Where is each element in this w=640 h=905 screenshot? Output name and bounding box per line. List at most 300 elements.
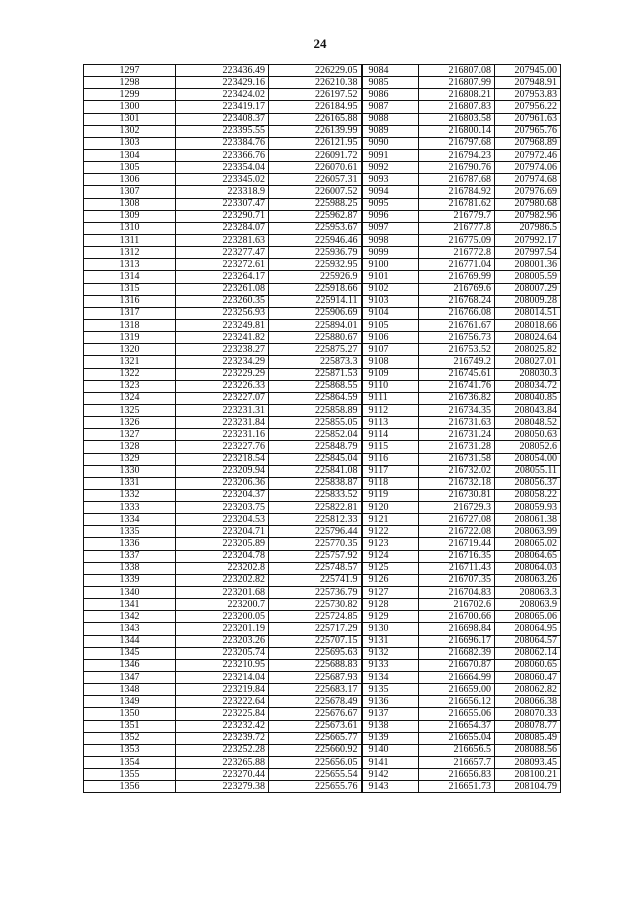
point-number-right: 9093 xyxy=(362,174,419,186)
x-coordinate-left: 223270.44 xyxy=(176,769,269,781)
coordinates-table xyxy=(83,64,561,793)
x-coordinate-left: 223424.02 xyxy=(176,89,269,101)
y-coordinate-left: 225688.83 xyxy=(269,659,362,671)
table-row xyxy=(84,587,561,599)
table-row xyxy=(84,89,561,101)
table-row xyxy=(84,247,561,259)
table-row xyxy=(84,137,561,149)
point-number-right: 9101 xyxy=(362,271,419,283)
y-coordinate-right: 208060.47 xyxy=(495,672,561,684)
point-number-left: 1347 xyxy=(84,672,176,684)
x-coordinate-right: 216784.92 xyxy=(419,186,495,198)
point-number-right: 9086 xyxy=(362,89,419,101)
point-number-left: 1297 xyxy=(84,65,176,77)
y-coordinate-left: 225687.93 xyxy=(269,672,362,684)
point-number-left: 1317 xyxy=(84,307,176,319)
point-number-left: 1352 xyxy=(84,732,176,744)
x-coordinate-right: 216772.8 xyxy=(419,247,495,259)
point-number-right: 9132 xyxy=(362,647,419,659)
y-coordinate-left: 225796.44 xyxy=(269,526,362,538)
table-row xyxy=(84,696,561,708)
table-row xyxy=(84,502,561,514)
x-coordinate-left: 223395.55 xyxy=(176,125,269,137)
y-coordinate-left: 225936.79 xyxy=(269,247,362,259)
y-coordinate-left: 225880.67 xyxy=(269,332,362,344)
x-coordinate-right: 216656.5 xyxy=(419,744,495,756)
table-row xyxy=(84,404,561,416)
table-row xyxy=(84,356,561,368)
y-coordinate-left: 225717.29 xyxy=(269,623,362,635)
x-coordinate-right: 216807.08 xyxy=(419,65,495,77)
y-coordinate-right: 208063.3 xyxy=(495,587,561,599)
x-coordinate-right: 216655.06 xyxy=(419,708,495,720)
y-coordinate-right: 208018.66 xyxy=(495,319,561,331)
y-coordinate-right: 208064.57 xyxy=(495,635,561,647)
x-coordinate-right: 216756.73 xyxy=(419,332,495,344)
point-number-right: 9115 xyxy=(362,441,419,453)
point-number-right: 9109 xyxy=(362,368,419,380)
point-number-left: 1341 xyxy=(84,599,176,611)
y-coordinate-left: 226121.95 xyxy=(269,137,362,149)
x-coordinate-left: 223279.38 xyxy=(176,781,269,793)
point-number-right: 9131 xyxy=(362,635,419,647)
point-number-right: 9141 xyxy=(362,757,419,769)
x-coordinate-right: 216741.76 xyxy=(419,380,495,392)
point-number-right: 9110 xyxy=(362,380,419,392)
y-coordinate-left: 226070.61 xyxy=(269,162,362,174)
y-coordinate-right: 207965.76 xyxy=(495,125,561,137)
table-row xyxy=(84,186,561,198)
point-number-right: 9134 xyxy=(362,672,419,684)
y-coordinate-right: 208065.06 xyxy=(495,611,561,623)
table-row xyxy=(84,283,561,295)
y-coordinate-left: 226007.52 xyxy=(269,186,362,198)
point-number-right: 9090 xyxy=(362,137,419,149)
y-coordinate-left: 226139.99 xyxy=(269,125,362,137)
y-coordinate-right: 208062.82 xyxy=(495,684,561,696)
table-row xyxy=(84,125,561,137)
y-coordinate-right: 207980.68 xyxy=(495,198,561,210)
x-coordinate-right: 216807.83 xyxy=(419,101,495,113)
x-coordinate-right: 216769.6 xyxy=(419,283,495,295)
y-coordinate-left: 225812.33 xyxy=(269,514,362,526)
y-coordinate-left: 225655.54 xyxy=(269,769,362,781)
y-coordinate-left: 225757.92 xyxy=(269,550,362,562)
table-row xyxy=(84,623,561,635)
point-number-left: 1353 xyxy=(84,744,176,756)
table-row xyxy=(84,720,561,732)
point-number-left: 1307 xyxy=(84,186,176,198)
x-coordinate-right: 216775.09 xyxy=(419,234,495,246)
y-coordinate-right: 208052.6 xyxy=(495,441,561,453)
x-coordinate-left: 223210.95 xyxy=(176,659,269,671)
point-number-left: 1316 xyxy=(84,295,176,307)
table-row xyxy=(84,574,561,586)
x-coordinate-right: 216698.84 xyxy=(419,623,495,635)
point-number-left: 1344 xyxy=(84,635,176,647)
x-coordinate-left: 223202.82 xyxy=(176,574,269,586)
x-coordinate-left: 223200.05 xyxy=(176,611,269,623)
x-coordinate-right: 216729.3 xyxy=(419,502,495,514)
point-number-right: 9114 xyxy=(362,429,419,441)
y-coordinate-left: 225678.49 xyxy=(269,696,362,708)
y-coordinate-right: 208104.79 xyxy=(495,781,561,793)
y-coordinate-right: 208040.85 xyxy=(495,392,561,404)
point-number-left: 1335 xyxy=(84,526,176,538)
x-coordinate-right: 216731.63 xyxy=(419,417,495,429)
point-number-left: 1340 xyxy=(84,587,176,599)
x-coordinate-left: 223226.33 xyxy=(176,380,269,392)
table-row xyxy=(84,441,561,453)
point-number-right: 9102 xyxy=(362,283,419,295)
table-row xyxy=(84,732,561,744)
y-coordinate-left: 225665.77 xyxy=(269,732,362,744)
point-number-left: 1315 xyxy=(84,283,176,295)
point-number-left: 1350 xyxy=(84,708,176,720)
y-coordinate-right: 208062.14 xyxy=(495,647,561,659)
point-number-right: 9106 xyxy=(362,332,419,344)
y-coordinate-right: 208005.59 xyxy=(495,271,561,283)
x-coordinate-left: 223204.53 xyxy=(176,514,269,526)
point-number-left: 1310 xyxy=(84,222,176,234)
y-coordinate-left: 226210.38 xyxy=(269,77,362,89)
point-number-right: 9111 xyxy=(362,392,419,404)
y-coordinate-right: 208093.45 xyxy=(495,757,561,769)
point-number-left: 1346 xyxy=(84,659,176,671)
table-row xyxy=(84,477,561,489)
x-coordinate-right: 216749.2 xyxy=(419,356,495,368)
y-coordinate-left: 226057.31 xyxy=(269,174,362,186)
x-coordinate-right: 216807.99 xyxy=(419,77,495,89)
table-row xyxy=(84,259,561,271)
y-coordinate-left: 225864.59 xyxy=(269,392,362,404)
y-coordinate-right: 207972.46 xyxy=(495,149,561,161)
y-coordinate-left: 225730.82 xyxy=(269,599,362,611)
point-number-right: 9091 xyxy=(362,149,419,161)
y-coordinate-right: 208066.38 xyxy=(495,696,561,708)
y-coordinate-right: 208050.63 xyxy=(495,429,561,441)
x-coordinate-left: 223204.78 xyxy=(176,550,269,562)
y-coordinate-left: 225873.3 xyxy=(269,356,362,368)
table-row xyxy=(84,489,561,501)
y-coordinate-left: 225683.17 xyxy=(269,684,362,696)
x-coordinate-right: 216745.61 xyxy=(419,368,495,380)
x-coordinate-right: 216797.68 xyxy=(419,137,495,149)
point-number-left: 1322 xyxy=(84,368,176,380)
table-row xyxy=(84,672,561,684)
point-number-left: 1330 xyxy=(84,465,176,477)
x-coordinate-right: 216794.23 xyxy=(419,149,495,161)
table-row xyxy=(84,429,561,441)
y-coordinate-right: 208025.82 xyxy=(495,344,561,356)
y-coordinate-right: 208058.22 xyxy=(495,489,561,501)
table-row xyxy=(84,344,561,356)
x-coordinate-left: 223265.88 xyxy=(176,757,269,769)
table-row xyxy=(84,538,561,550)
point-number-right: 9124 xyxy=(362,550,419,562)
x-coordinate-right: 216657.7 xyxy=(419,757,495,769)
x-coordinate-right: 216766.08 xyxy=(419,307,495,319)
table-row xyxy=(84,550,561,562)
x-coordinate-right: 216800.14 xyxy=(419,125,495,137)
x-coordinate-left: 223204.71 xyxy=(176,526,269,538)
x-coordinate-left: 223429.16 xyxy=(176,77,269,89)
point-number-right: 9108 xyxy=(362,356,419,368)
x-coordinate-right: 216655.04 xyxy=(419,732,495,744)
y-coordinate-right: 208054.00 xyxy=(495,453,561,465)
point-number-left: 1333 xyxy=(84,502,176,514)
point-number-left: 1300 xyxy=(84,101,176,113)
table-row xyxy=(84,635,561,647)
table-row xyxy=(84,101,561,113)
y-coordinate-right: 207945.00 xyxy=(495,65,561,77)
point-number-left: 1348 xyxy=(84,684,176,696)
y-coordinate-left: 225695.63 xyxy=(269,647,362,659)
x-coordinate-right: 216654.37 xyxy=(419,720,495,732)
y-coordinate-right: 207961.63 xyxy=(495,113,561,125)
y-coordinate-right: 208001.36 xyxy=(495,259,561,271)
x-coordinate-left: 223232.42 xyxy=(176,720,269,732)
x-coordinate-left: 223307.47 xyxy=(176,198,269,210)
point-number-left: 1355 xyxy=(84,769,176,781)
point-number-right: 9099 xyxy=(362,247,419,259)
x-coordinate-left: 223264.17 xyxy=(176,271,269,283)
y-coordinate-left: 226091.72 xyxy=(269,149,362,161)
x-coordinate-right: 216704.83 xyxy=(419,587,495,599)
x-coordinate-left: 223205.89 xyxy=(176,538,269,550)
y-coordinate-left: 225918.66 xyxy=(269,283,362,295)
point-number-right: 9138 xyxy=(362,720,419,732)
point-number-right: 9120 xyxy=(362,502,419,514)
y-coordinate-right: 208063.9 xyxy=(495,599,561,611)
y-coordinate-left: 225946.46 xyxy=(269,234,362,246)
table-row xyxy=(84,271,561,283)
point-number-right: 9129 xyxy=(362,611,419,623)
y-coordinate-left: 225724.85 xyxy=(269,611,362,623)
y-coordinate-right: 208088.56 xyxy=(495,744,561,756)
point-number-left: 1349 xyxy=(84,696,176,708)
table-row xyxy=(84,77,561,89)
table-row xyxy=(84,526,561,538)
point-number-right: 9089 xyxy=(362,125,419,137)
point-number-left: 1305 xyxy=(84,162,176,174)
y-coordinate-right: 207992.17 xyxy=(495,234,561,246)
y-coordinate-left: 225673.61 xyxy=(269,720,362,732)
x-coordinate-right: 216722.08 xyxy=(419,526,495,538)
y-coordinate-right: 208009.28 xyxy=(495,295,561,307)
point-number-left: 1338 xyxy=(84,562,176,574)
point-number-right: 9140 xyxy=(362,744,419,756)
point-number-left: 1304 xyxy=(84,149,176,161)
y-coordinate-right: 207997.54 xyxy=(495,247,561,259)
table-row xyxy=(84,380,561,392)
point-number-right: 9136 xyxy=(362,696,419,708)
point-number-left: 1342 xyxy=(84,611,176,623)
y-coordinate-left: 225988.25 xyxy=(269,198,362,210)
x-coordinate-left: 223227.76 xyxy=(176,441,269,453)
x-coordinate-left: 223261.08 xyxy=(176,283,269,295)
point-number-left: 1326 xyxy=(84,417,176,429)
point-number-left: 1336 xyxy=(84,538,176,550)
table-row xyxy=(84,465,561,477)
y-coordinate-left: 226229.05 xyxy=(269,65,362,77)
x-coordinate-left: 223249.81 xyxy=(176,319,269,331)
x-coordinate-right: 216768.24 xyxy=(419,295,495,307)
x-coordinate-right: 216719.44 xyxy=(419,538,495,550)
y-coordinate-right: 207953.83 xyxy=(495,89,561,101)
x-coordinate-right: 216731.28 xyxy=(419,441,495,453)
x-coordinate-right: 216769.99 xyxy=(419,271,495,283)
y-coordinate-right: 207948.91 xyxy=(495,77,561,89)
y-coordinate-right: 208065.02 xyxy=(495,538,561,550)
point-number-right: 9104 xyxy=(362,307,419,319)
point-number-left: 1321 xyxy=(84,356,176,368)
x-coordinate-right: 216702.6 xyxy=(419,599,495,611)
table-row xyxy=(84,222,561,234)
table-row xyxy=(84,769,561,781)
point-number-left: 1328 xyxy=(84,441,176,453)
y-coordinate-left: 225748.57 xyxy=(269,562,362,574)
y-coordinate-right: 207968.89 xyxy=(495,137,561,149)
point-number-right: 9122 xyxy=(362,526,419,538)
y-coordinate-right: 208064.65 xyxy=(495,550,561,562)
x-coordinate-left: 223219.84 xyxy=(176,684,269,696)
x-coordinate-right: 216707.35 xyxy=(419,574,495,586)
table-row xyxy=(84,514,561,526)
y-coordinate-right: 208070.33 xyxy=(495,708,561,720)
x-coordinate-left: 223384.76 xyxy=(176,137,269,149)
table-row xyxy=(84,307,561,319)
x-coordinate-left: 223252.28 xyxy=(176,744,269,756)
table-row xyxy=(84,562,561,574)
x-coordinate-right: 216711.43 xyxy=(419,562,495,574)
point-number-left: 1323 xyxy=(84,380,176,392)
point-number-right: 9098 xyxy=(362,234,419,246)
y-coordinate-right: 208027.01 xyxy=(495,356,561,368)
y-coordinate-left: 226165.88 xyxy=(269,113,362,125)
y-coordinate-left: 225841.08 xyxy=(269,465,362,477)
table-row xyxy=(84,708,561,720)
point-number-right: 9087 xyxy=(362,101,419,113)
table-row xyxy=(84,647,561,659)
y-coordinate-left: 225822.81 xyxy=(269,502,362,514)
y-coordinate-right: 208034.72 xyxy=(495,380,561,392)
y-coordinate-left: 225868.55 xyxy=(269,380,362,392)
y-coordinate-left: 225838.87 xyxy=(269,477,362,489)
point-number-right: 9088 xyxy=(362,113,419,125)
x-coordinate-left: 223203.75 xyxy=(176,502,269,514)
y-coordinate-left: 225962.87 xyxy=(269,210,362,222)
x-coordinate-left: 223201.68 xyxy=(176,587,269,599)
point-number-left: 1329 xyxy=(84,453,176,465)
x-coordinate-right: 216734.35 xyxy=(419,404,495,416)
point-number-right: 9096 xyxy=(362,210,419,222)
y-coordinate-left: 225655.76 xyxy=(269,781,362,793)
point-number-right: 9126 xyxy=(362,574,419,586)
table-row xyxy=(84,684,561,696)
y-coordinate-right: 208060.65 xyxy=(495,659,561,671)
x-coordinate-left: 223231.84 xyxy=(176,417,269,429)
y-coordinate-right: 208063.26 xyxy=(495,574,561,586)
table-row xyxy=(84,332,561,344)
x-coordinate-left: 223366.76 xyxy=(176,149,269,161)
y-coordinate-right: 208078.77 xyxy=(495,720,561,732)
table-row xyxy=(84,65,561,77)
y-coordinate-right: 208030.3 xyxy=(495,368,561,380)
y-coordinate-left: 225770.35 xyxy=(269,538,362,550)
x-coordinate-left: 223277.47 xyxy=(176,247,269,259)
point-number-left: 1337 xyxy=(84,550,176,562)
x-coordinate-left: 223203.26 xyxy=(176,635,269,647)
x-coordinate-right: 216753.52 xyxy=(419,344,495,356)
y-coordinate-right: 208048.52 xyxy=(495,417,561,429)
point-number-right: 9112 xyxy=(362,404,419,416)
y-coordinate-right: 208024.64 xyxy=(495,332,561,344)
x-coordinate-right: 216777.8 xyxy=(419,222,495,234)
point-number-left: 1312 xyxy=(84,247,176,259)
y-coordinate-left: 225953.67 xyxy=(269,222,362,234)
table-row xyxy=(84,368,561,380)
x-coordinate-right: 216716.35 xyxy=(419,550,495,562)
y-coordinate-left: 225848.79 xyxy=(269,441,362,453)
y-coordinate-right: 208059.93 xyxy=(495,502,561,514)
y-coordinate-left: 225845.04 xyxy=(269,453,362,465)
point-number-right: 9118 xyxy=(362,477,419,489)
table-row xyxy=(84,417,561,429)
x-coordinate-left: 223345.02 xyxy=(176,174,269,186)
x-coordinate-right: 216732.02 xyxy=(419,465,495,477)
y-coordinate-right: 207974.06 xyxy=(495,162,561,174)
y-coordinate-left: 225855.05 xyxy=(269,417,362,429)
y-coordinate-right: 208064.95 xyxy=(495,623,561,635)
x-coordinate-left: 223222.64 xyxy=(176,696,269,708)
point-number-left: 1331 xyxy=(84,477,176,489)
x-coordinate-left: 223206.36 xyxy=(176,477,269,489)
point-number-left: 1356 xyxy=(84,781,176,793)
y-coordinate-right: 208007.29 xyxy=(495,283,561,295)
x-coordinate-left: 223214.04 xyxy=(176,672,269,684)
table-row xyxy=(84,210,561,222)
table-row xyxy=(84,781,561,793)
point-number-right: 9121 xyxy=(362,514,419,526)
x-coordinate-right: 216700.66 xyxy=(419,611,495,623)
point-number-right: 9130 xyxy=(362,623,419,635)
x-coordinate-right: 216696.17 xyxy=(419,635,495,647)
x-coordinate-right: 216731.58 xyxy=(419,453,495,465)
x-coordinate-left: 223408.37 xyxy=(176,113,269,125)
x-coordinate-right: 216732.18 xyxy=(419,477,495,489)
point-number-right: 9133 xyxy=(362,659,419,671)
point-number-left: 1301 xyxy=(84,113,176,125)
point-number-left: 1318 xyxy=(84,319,176,331)
x-coordinate-right: 216664.99 xyxy=(419,672,495,684)
x-coordinate-left: 223284.07 xyxy=(176,222,269,234)
x-coordinate-left: 223281.63 xyxy=(176,234,269,246)
x-coordinate-right: 216771.04 xyxy=(419,259,495,271)
y-coordinate-left: 225656.05 xyxy=(269,757,362,769)
y-coordinate-left: 225741.9 xyxy=(269,574,362,586)
x-coordinate-left: 223290.71 xyxy=(176,210,269,222)
point-number-right: 9097 xyxy=(362,222,419,234)
y-coordinate-left: 225858.89 xyxy=(269,404,362,416)
y-coordinate-right: 208061.38 xyxy=(495,514,561,526)
table-row xyxy=(84,234,561,246)
x-coordinate-left: 223354.04 xyxy=(176,162,269,174)
y-coordinate-left: 225875.27 xyxy=(269,344,362,356)
coordinates-table-body xyxy=(84,65,561,793)
x-coordinate-left: 223318.9 xyxy=(176,186,269,198)
x-coordinate-left: 223239.72 xyxy=(176,732,269,744)
